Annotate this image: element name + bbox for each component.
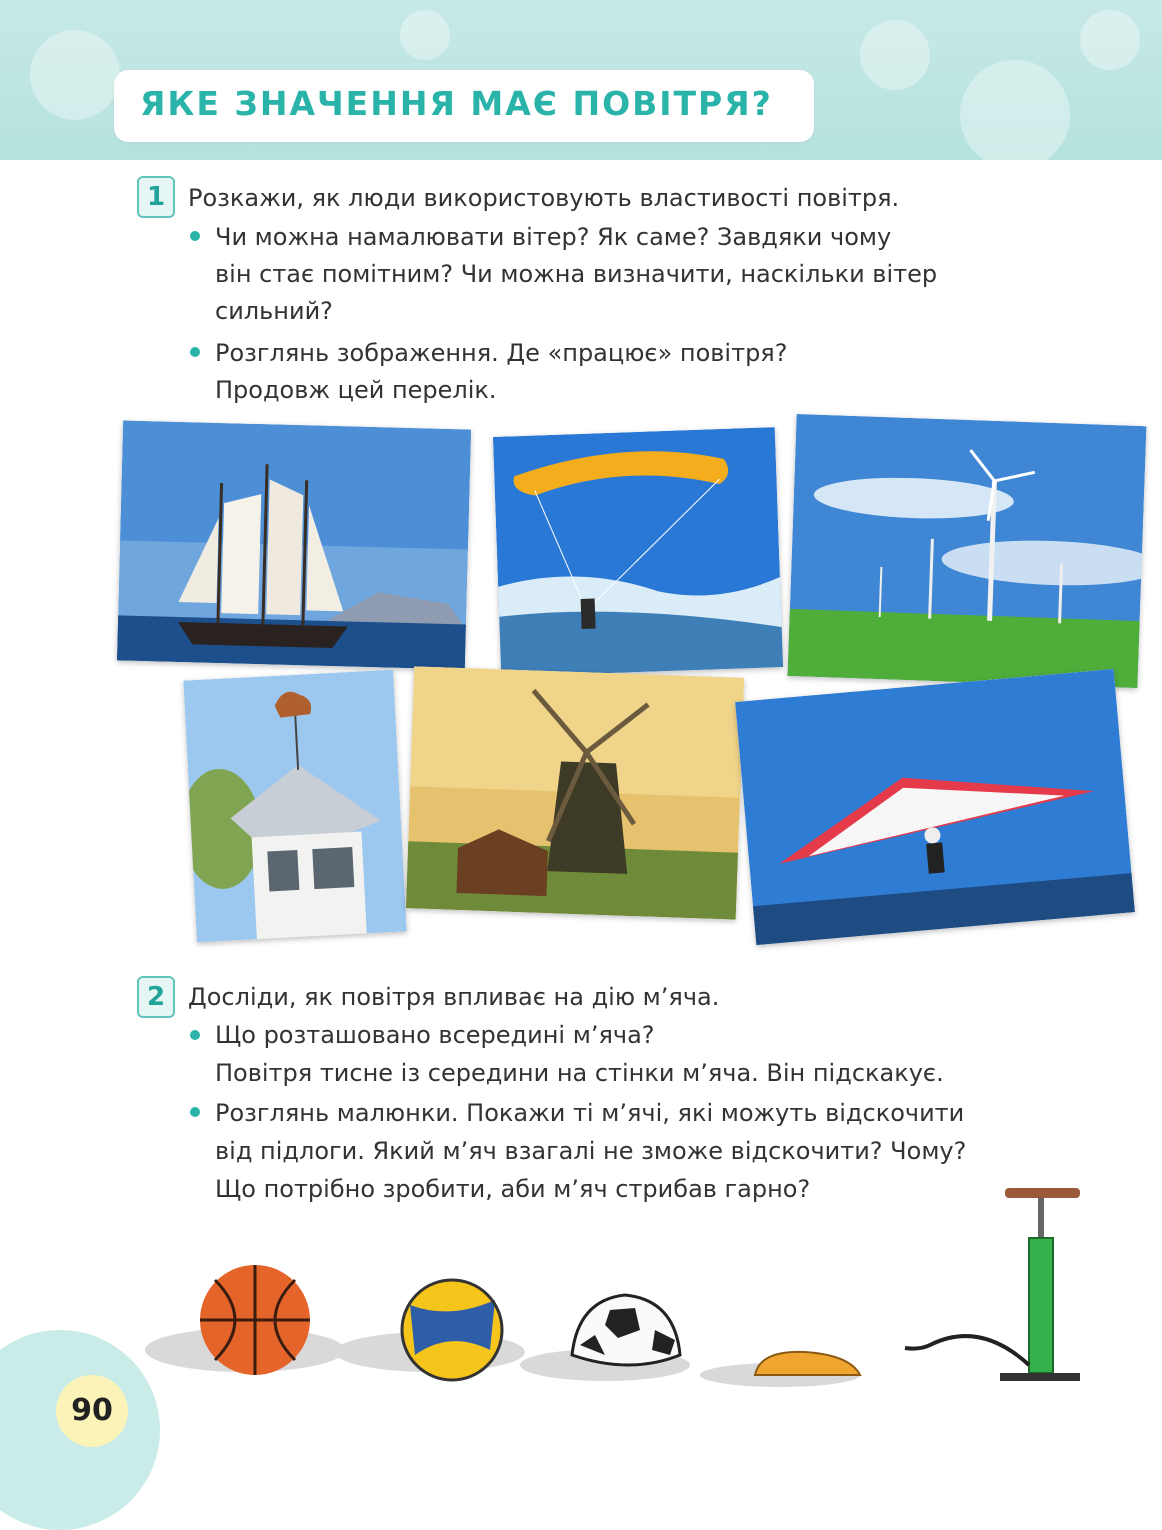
task-2-bullet-2-line-2: від підлоги. Який м’яч взагалі не зможе відскочити? Чому? — [215, 1137, 967, 1165]
sailing-ship-photo — [117, 420, 471, 669]
task-2-bullet-2-line-1: Розглянь малюнки. Покажи ті м’ячі, які можуть відскочити — [215, 1099, 965, 1127]
task-2-bullet-1-line-2: Повітря тисне із середини на стінки м’яча. Він підскакує. — [215, 1059, 944, 1087]
windmill-photo — [406, 666, 744, 919]
task-1-intro: Розкажи, як люди використовують властивості повітря. — [188, 184, 900, 212]
bullet-icon — [190, 1030, 200, 1040]
task-1-bullet-2-line-2: Продовж цей перелік. — [215, 376, 497, 404]
task-1-bullet-2-line-1: Розглянь зображення. Де «працює» повітря? — [215, 339, 788, 367]
balls-illustration — [140, 1180, 1100, 1400]
bullet-icon — [190, 231, 200, 241]
task-2-bullet-1-line-1: Що розташовано всередині м’яча? — [215, 1021, 655, 1049]
task-1-bullet-1-line-1: Чи можна намалювати вітер? Як саме? Завдяки чому — [215, 223, 892, 251]
task-2-bullet-2-line-3: Що потрібно зробити, аби м’яч стрибав гарно? — [215, 1175, 811, 1203]
task-2-intro: Досліди, як повітря впливає на дію м’яча. — [188, 983, 720, 1011]
task-1-bullet-1-line-3: сильний? — [215, 297, 333, 325]
volleyball-icon — [335, 1280, 525, 1380]
page-title: ЯКЕ ЗНАЧЕННЯ МАЄ ПОВІТРЯ? — [140, 84, 773, 123]
basketball-icon — [145, 1265, 345, 1375]
deflated-ball-icon — [700, 1352, 860, 1387]
weathervane-photo — [183, 670, 406, 943]
bullet-icon — [190, 1107, 200, 1117]
hang-glider-photo — [735, 669, 1135, 945]
paraglider-photo — [493, 427, 783, 677]
wind-turbines-photo — [788, 414, 1147, 688]
soccer-ball-icon — [520, 1295, 690, 1381]
task-1-number: 1 — [137, 176, 175, 218]
task-1-bullet-1-line-2: він стає помітним? Чи можна визначити, наскільки вітер — [215, 260, 938, 288]
air-pump-icon — [905, 1188, 1080, 1381]
task-2-number: 2 — [137, 976, 175, 1018]
bullet-icon — [190, 347, 200, 357]
page-number: 90 — [71, 1393, 113, 1428]
